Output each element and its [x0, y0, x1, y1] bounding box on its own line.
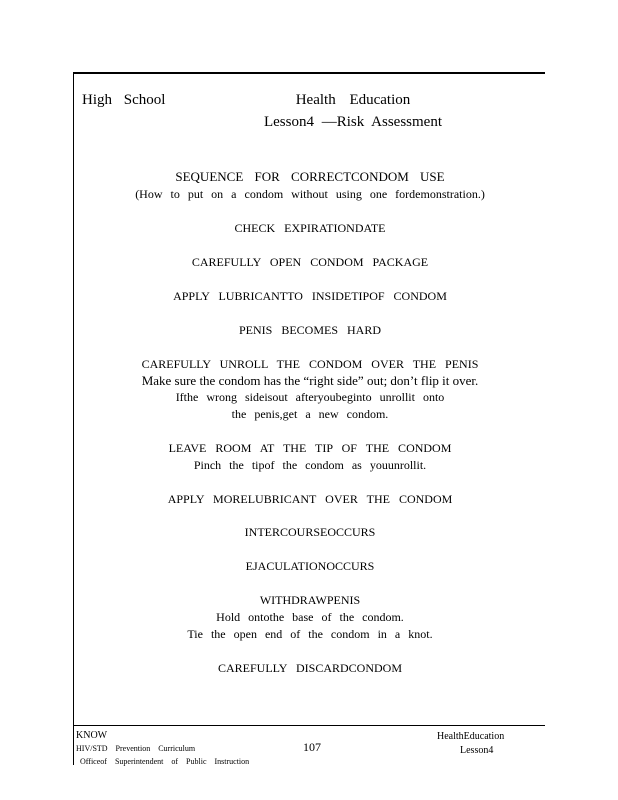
step-penis-hard: PENIS BECOMES HARD	[238, 323, 382, 337]
step-withdraw: WITHDRAWPENIS	[259, 593, 361, 607]
header-school: High School	[82, 92, 166, 108]
page-number: 107	[303, 740, 321, 754]
step-more-lubricant: APPLY MORELUBRICANT OVER THE CONDOM	[167, 492, 453, 506]
note-tie-knot: Tie the open end of the condom in a knot.	[187, 627, 433, 641]
note-hold-base: Hold ontothe base of the condom.	[216, 610, 404, 624]
footer-health-education: HealthEducation	[437, 731, 505, 742]
footer-know: KNOW	[76, 730, 108, 741]
step-discard: CAREFULLY DISCARDCONDOM	[217, 661, 403, 675]
note-pinch-tip: Pinch the tipof the condom as youunrollit.	[193, 458, 427, 472]
top-rule	[73, 72, 545, 74]
step-check-expiration: CHECK EXPIRATIONDATE	[234, 221, 386, 235]
note-right-side: Make sure the condom has the “right side” out; don’t flip it over.	[141, 373, 479, 388]
step-intercourse: INTERCOURSEOCCURS	[244, 525, 376, 539]
footer-lesson: Lesson4	[460, 745, 494, 756]
footer-rule	[73, 725, 545, 726]
sequence-subtitle: (How to put on a condom without using one fordemonstration.)	[135, 187, 485, 201]
footer-office: Officeof Superintendent of Public Instruction	[80, 757, 250, 766]
step-open-package: CAREFULLY OPEN CONDOM PACKAGE	[191, 255, 429, 269]
footer-curriculum: HIV/STD Prevention Curriculum	[76, 744, 196, 753]
header-lesson: Lesson4 —Risk Assessment	[263, 114, 442, 130]
note-wrong-side: Ifthe wrong sideisout afteryoubeginto unrollit onto	[175, 390, 445, 404]
header-subject: Health Education	[295, 92, 411, 108]
note-new-condom: the penis,get a new condom.	[231, 407, 389, 421]
step-leave-room: LEAVE ROOM AT THE TIP OF THE CONDOM	[168, 441, 452, 455]
step-ejaculation: EJACULATIONOCCURS	[245, 559, 375, 573]
step-apply-lubricant: APPLY LUBRICANTTO INSIDETIPOF CONDOM	[173, 289, 447, 303]
sequence-title: SEQUENCE FOR CORRECTCONDOM USE	[175, 169, 445, 184]
step-unroll-condom: CAREFULLY UNROLL THE CONDOM OVER THE PENIS	[141, 357, 479, 371]
